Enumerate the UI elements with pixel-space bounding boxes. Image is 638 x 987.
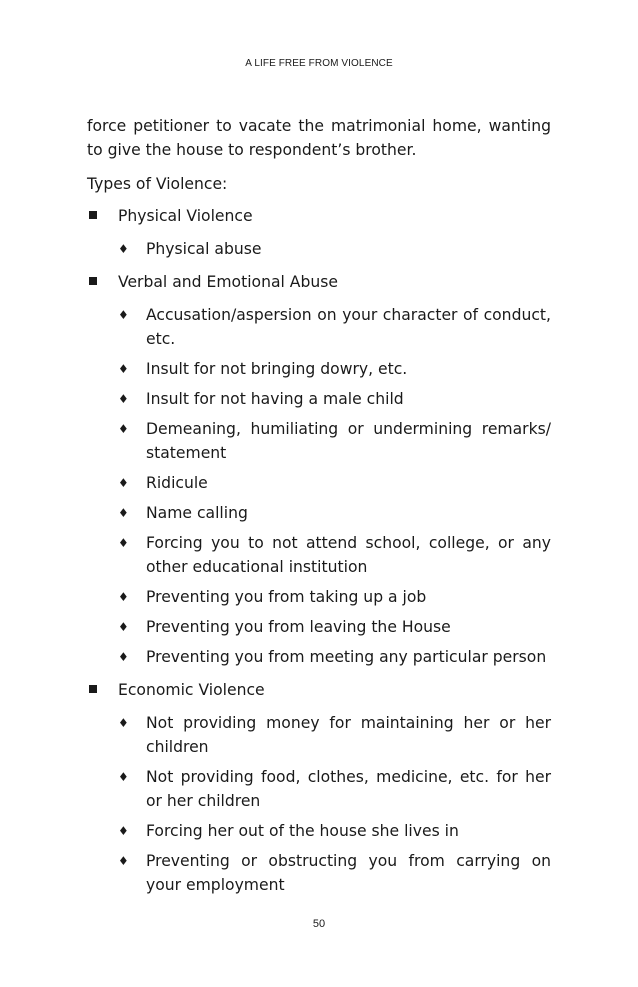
types-of-violence-label: Types of Violence: bbox=[87, 175, 228, 193]
list-item bbox=[87, 387, 551, 411]
section-title: Verbal and Emotional Abuse bbox=[118, 273, 338, 291]
square-bullet-icon bbox=[89, 685, 97, 693]
list-item-text: Preventing you from meeting any particular person bbox=[146, 648, 547, 666]
section-economic-violence bbox=[87, 678, 551, 897]
list-item bbox=[87, 615, 551, 639]
section-title: Physical Violence bbox=[118, 207, 253, 225]
list-item bbox=[87, 711, 551, 759]
list-item bbox=[87, 471, 551, 495]
running-header: A LIFE FREE FROM VIOLENCE bbox=[245, 58, 393, 69]
section-heading bbox=[87, 204, 551, 228]
diamond-bullet-icon: ♦ bbox=[118, 716, 129, 730]
diamond-bullet-icon: ♦ bbox=[118, 854, 129, 868]
diamond-bullet-icon: ♦ bbox=[118, 476, 129, 490]
list-item bbox=[87, 303, 551, 351]
section-verbal-emotional-abuse bbox=[87, 270, 551, 669]
section-physical-violence bbox=[87, 204, 551, 261]
list-item-text: Name calling bbox=[146, 504, 248, 522]
diamond-bullet-icon: ♦ bbox=[118, 242, 129, 256]
list-item bbox=[87, 501, 551, 525]
diamond-bullet-icon: ♦ bbox=[118, 308, 129, 322]
section-heading bbox=[87, 678, 551, 702]
diamond-bullet-icon: ♦ bbox=[118, 506, 129, 520]
list-item-text: Preventing or obstructing you from carrying on your employment bbox=[146, 852, 551, 894]
section-title: Economic Violence bbox=[118, 681, 265, 699]
diamond-bullet-icon: ♦ bbox=[118, 362, 129, 376]
diamond-bullet-icon: ♦ bbox=[118, 590, 129, 604]
list-item-text: Ridicule bbox=[146, 474, 208, 492]
list-item bbox=[87, 765, 551, 813]
list-item-text: Not providing money for maintaining her or her children bbox=[146, 714, 551, 756]
list-item bbox=[87, 357, 551, 381]
diamond-bullet-icon: ♦ bbox=[118, 392, 129, 406]
list-item-text: Physical abuse bbox=[146, 240, 262, 258]
section-heading bbox=[87, 270, 551, 294]
page-body bbox=[87, 114, 551, 906]
square-bullet-icon bbox=[89, 277, 97, 285]
diamond-bullet-icon: ♦ bbox=[118, 620, 129, 634]
list-item-text: Accusation/aspersion on your character of conduct, etc. bbox=[146, 306, 551, 348]
list-item-text: Forcing her out of the house she lives in bbox=[146, 822, 459, 840]
list-item-text: Forcing you to not attend school, college, or any other educational institution bbox=[146, 534, 551, 576]
list-item bbox=[87, 237, 551, 261]
list-item bbox=[87, 645, 551, 669]
list-item-text: Not providing food, clothes, medicine, etc. for her or her children bbox=[146, 768, 551, 810]
list-item-text: Insult for not having a male child bbox=[146, 390, 404, 408]
diamond-bullet-icon: ♦ bbox=[118, 536, 129, 550]
diamond-bullet-icon: ♦ bbox=[118, 422, 129, 436]
diamond-bullet-icon: ♦ bbox=[118, 824, 129, 838]
list-item bbox=[87, 849, 551, 897]
list-item-text: Preventing you from leaving the House bbox=[146, 618, 451, 636]
list-item bbox=[87, 819, 551, 843]
list-item bbox=[87, 531, 551, 579]
list-item bbox=[87, 585, 551, 609]
diamond-bullet-icon: ♦ bbox=[118, 650, 129, 664]
page-number: 50 bbox=[312, 918, 326, 930]
list-item-text: Preventing you from taking up a job bbox=[146, 588, 427, 606]
diamond-bullet-icon: ♦ bbox=[118, 770, 129, 784]
intro-paragraph: force petitioner to vacate the matrimonial home, wanting to give the house to respondent’s brother. bbox=[87, 117, 551, 159]
list-item-text: Demeaning, humiliating or undermining remarks/ statement bbox=[146, 420, 551, 462]
square-bullet-icon bbox=[89, 211, 97, 219]
list-item-text: Insult for not bringing dowry, etc. bbox=[146, 360, 408, 378]
list-item bbox=[87, 417, 551, 465]
